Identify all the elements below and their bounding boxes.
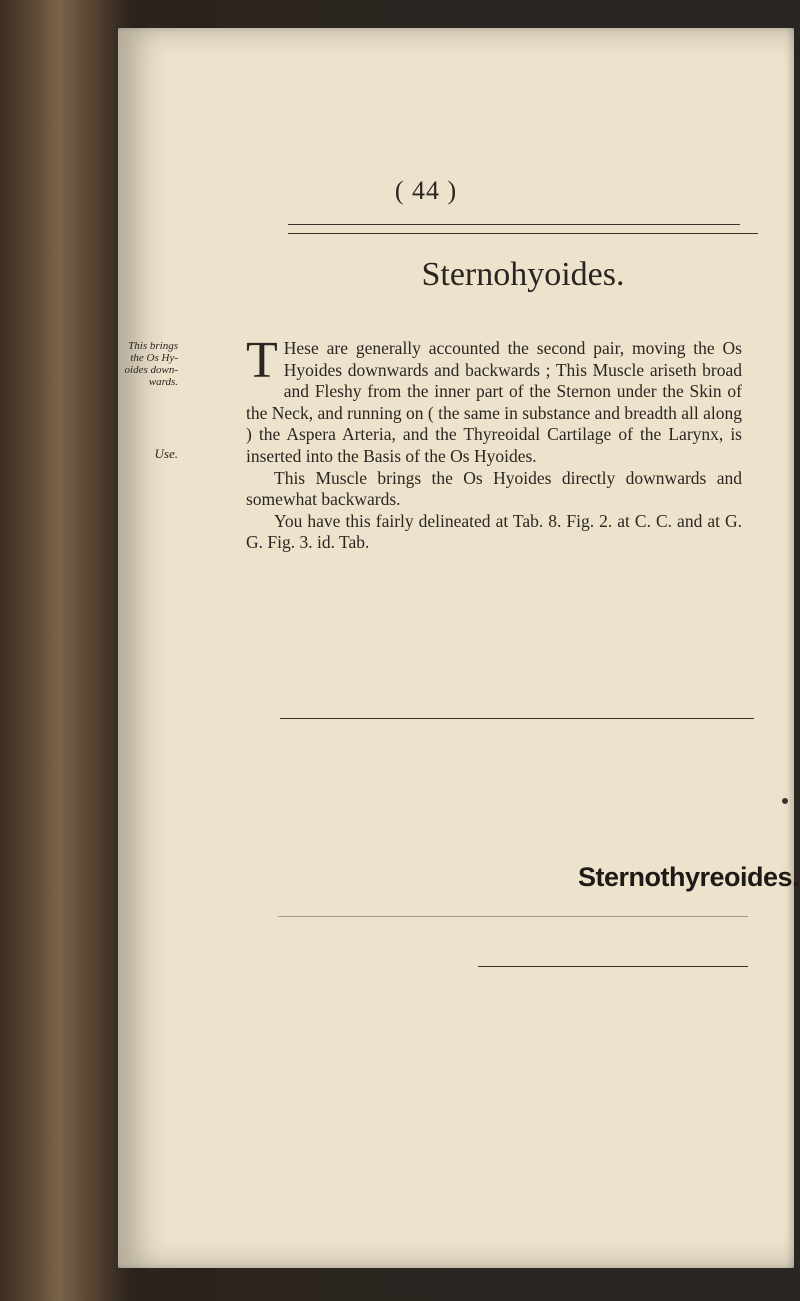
margin-note-use: Use. (154, 446, 178, 461)
paragraph-1 (246, 332, 742, 468)
body-text (246, 332, 742, 554)
margin-note-action: This brings the Os Hy-oides down-wards. (124, 340, 178, 388)
header-rule-top (288, 224, 740, 225)
paragraph-3: You have this fairly delineated at Tab. 8. Fig. 2. at C. C. and at G. G. Fig. 3. id. Tab. (246, 510, 742, 553)
paragraph-1-text: Hese are generally accounted the second pair, moving the Os Hyoides downwards and backwards ; This Muscle ariseth broad and Fleshy from the inner part of the Sternon under the Skin of the Neck, and running on ( the same in substance and breadth all along ) the Aspera Arteria, and the Thyreoidal Cartilage of the Larynx, is inserted into the Basis of the Os Hyoides. (246, 338, 742, 466)
section-title: Sternohyoides. (421, 256, 625, 293)
book-page (118, 28, 800, 1268)
drop-cap: T (246, 332, 278, 389)
paragraph-2: This Muscle brings the Os Hyoides directly downwards and somewhat backwards. (246, 467, 742, 510)
page-number: ( 44 ) (394, 176, 458, 205)
lower-bold-rule (478, 966, 748, 967)
section-divider (280, 718, 754, 719)
header-rule-bottom (288, 233, 758, 234)
lower-faint-rule (278, 916, 748, 917)
next-section-title: Sternothyreoides. (578, 862, 800, 892)
page-blemish (782, 798, 788, 804)
